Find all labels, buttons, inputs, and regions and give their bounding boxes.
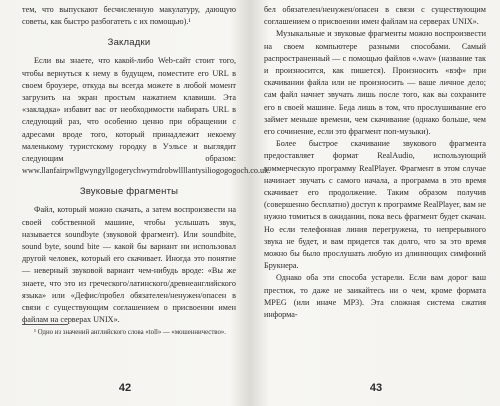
realaudio-paragraph: Более быстрое скачивание звукового фрагмента предоставляет формат RealAudio, использующий коммерческую программу RealPlayer. Фрагмент в этом случае начинает звучать с самого начала, а программа в это время скачивает его продолжение. Таким образом получив (совершенно бесплатно) доступ к программе RealPlayer, вам не нужно томиться в ожидании, пока весь фрагмент будет скачан. Но если телефонная линия перегружена, то непрерывного звука не будет, и вам придется так долго, что за это время можно бы было прослушать любую из длиннющих симфоний Брукнера. [264, 139, 486, 271]
mpeg-paragraph: Однако оба эти способа устарели. Если вам дорог ваш престиж, то даже не заикайтесь ни о чем, кроме формата MPEG (или иначе MP3). Эта сложная система сжатия информа- [264, 273, 486, 320]
heading-bookmarks: Закладки [107, 37, 151, 49]
music-paragraph: Музыкальные и звуковые фрагменты можно воспроизвести на своем компьютере разными способами. Самый распространенный — с помощью файлов «.wav» (название так и произносится, как пишется). Произносить «вэф» при скачивании файла или не произносить — ваше личное дело; сам файл начнет звучать лишь после того, как вы сохраните его в своей машине. Беда лишь в том, что прослушивание его займет меньше времени, чем скачивание (однако больше, чем его сочинение, если это фрагмент поп-музыки). [264, 29, 486, 137]
bookmarks-paragraph: Если вы знаете, что какой-либо Web-сайт стоит того, чтобы вернуться к нему в будущем, поместите его URL в своем броузере, откуда вы всегда можете в любой момент загрузить на экран простым нажатием клавиши. Эта «закладка» избавит вас от необходимости набирать URL в следующий раз, что особенно ценно при обращении с адресами вроде того, который принадлежит некоему маленькому туристскому городку в Уэльсе и выглядит следующим образом: www.llanfairpwllgwyngyllgogerychwyrndrobwllllantysiliogogogoch.co.uk. [22, 56, 271, 176]
continuation-paragraph: бел обязателен/ненужен/опасен в связи с существующим соглашением о присвоении имен файлам на серверах UNIX». [264, 5, 486, 27]
page-number-left: 42 [118, 382, 132, 394]
intro-paragraph: тем, что выпускают бесчисленную макулатуру, дающую советы, как быстро разбогатеть с их помощью).¹ [22, 5, 236, 27]
heading-sound-fragments: Звуковые фрагменты [79, 186, 179, 198]
sound-paragraph: Файл, который можно скачать, а затем воспроизвести на своей собственной машине, чтобы услышать звук, называется soundbyte (звуковой фрагмент). Или soundbite, sound byte, sound bite — какой бы вариант ни использовал другой человек, который его скачивает. Иногда это понятие — неверный звуковой вариант чем-нибудь вроде: «Вы же знаете, что это из греческого/латинского/древнеанглийского языка» или «Дефис/пробел обязателен/ненужен/опасен в связи с существующим соглашением о присвоении имен файлам на серверах UNIX». [22, 205, 236, 325]
right-page [252, 0, 500, 406]
footnote: ¹ Одно из значений английского слова «toll» — «мошенничество». [34, 329, 226, 337]
page-number-right: 43 [369, 382, 383, 394]
